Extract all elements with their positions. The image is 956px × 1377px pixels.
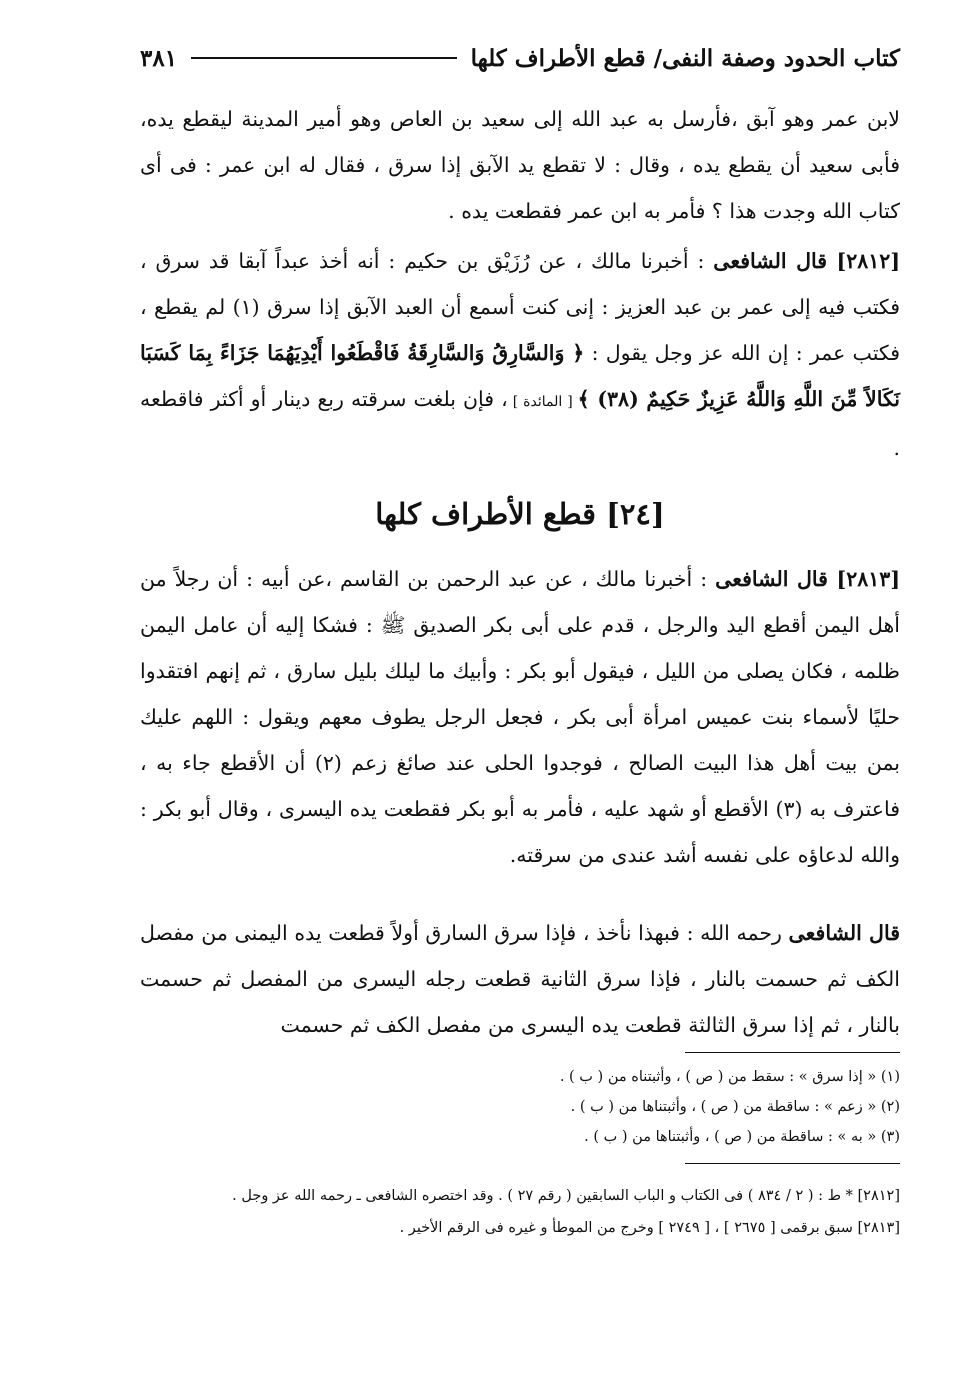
hadith-2812 <box>140 238 900 471</box>
commentary-lead: قال الشافعى <box>788 921 900 945</box>
hadith-tail: ، فإن بلغت سرقته ربع دينار أو أكثر فاقطعه . <box>140 387 900 460</box>
hadith-text: : أخبرنا مالك ، عن عبد الرحمن بن القاسم ،عن أبيه : أن رجلاً من أهل اليمن أقطع اليد والرجل ، قدم على أبى بكر الصديق ﷺ : فشكا إليه أن عامل اليمن ظلمه ، فكان يصلى من الليل ، فيقول أبو بكر : وأبيك ما ليلك بليل سارق ، ثم إنهم افتقدوا حليًا لأسماء بنت عميس امرأة أبى بكر ، فجعل الرجل يطوف معهم ويقول : اللهم عليك بمن بيت أهل هذا البيت الصالح ، فوجدوا الحلى عند صائغ زعم (٢) أن الأقطع جاء به ، فاعترف به (٣) الأقطع أو شهد عليه ، فأمر به أبو بكر فقطعت يده اليسرى ، وقال أبو بكر : والله لدعاؤه على نفسه أشد عندى من سرقته. <box>140 567 900 867</box>
source-notes <box>140 1180 900 1244</box>
hadith-lead: [٢٨١٢] قال الشافعى <box>713 249 901 273</box>
hadith-2813 <box>140 556 900 878</box>
running-title: كتاب الحدود وصفة النفى/ قطع الأطراف كلها <box>470 44 900 72</box>
paragraph-text <box>140 556 900 878</box>
hadith-text: : أخبرنا مالك ، عن رُزَيْق بن حكيم : أنه أخذ عبداً آبقا قد سرق ، فكتب فيه إلى عمر بن عبد العزيز : إنى كنت أسمع أن العبد الآبق إذا سرق (١) لم يقطع ، فكتب عمر : إن الله عز وجل يقول : <box>140 249 901 365</box>
header-rule <box>191 57 457 59</box>
quran-verse: ﴿ وَالسَّارِقُ وَالسَّارِقَةُ فَاقْطَعُوا أَيْدِيَهُمَا جَزَاءً بِمَا كَسَبَا نَكَالاً مِّنَ اللَّهِ وَاللَّهُ عَزِيزٌ حَكِيمٌ (٣٨) ﴾ <box>140 341 900 411</box>
page-header <box>140 38 900 78</box>
shafii-commentary <box>140 910 900 1048</box>
source-note: [٢٨١٣] سبق برقمى [ ٢٦٧٥ ] ، [ ٢٧٤٩ ] وخرج من الموطأ و غيره فى الرقم الأخير . <box>399 1220 900 1236</box>
source-note: [٢٨١٢] * ط : ( ٢ / ٨٣٤ ) فى الكتاب و الباب السابقين ( رقم ٢٧ ) . وقد اختصره الشافعى ـ رحمه الله عز وجل . <box>232 1188 900 1204</box>
verse-reference: [ المائدة ] <box>507 394 578 410</box>
commentary-text: رحمه الله : فبهذا نأخذ ، فإذا سرق السارق أولاً قطعت يده اليمنى من مفصل الكف ثم حسمت بالنار ، فإذا سرق الثانية قطعت رجله اليسرى من المفصل ثم حسمت بالنار ، ثم إذا سرق الثالثة قطعت يده اليسرى من مفصل الكف ثم حسمت <box>140 921 900 1037</box>
footnote: (٣) « به » : ساقطة من ( ص ) ، وأثبتناها من ( ب ) . <box>584 1129 900 1145</box>
sources-separator <box>685 1163 900 1164</box>
continuation-paragraph <box>140 96 900 234</box>
paragraph-text <box>140 910 900 1048</box>
footnote: (٢) « زعم » : ساقطة من ( ص ) ، وأثبتناها من ( ب ) . <box>570 1099 900 1115</box>
paragraph-text <box>140 238 900 471</box>
hadith-lead: [٢٨١٣] قال الشافعى <box>715 567 901 591</box>
paragraph-text: لابن عمر وهو آبق ،فأرسل به عبد الله إلى سعيد بن العاص وهو أمير المدينة ليقطع يده، فأبى سعيد أن يقطع يده ، وقال : لا تقطع يد الآبق إذا سرق ، فقال له ابن عمر : فى أى كتاب الله وجدت هذا ؟ فأمر به ابن عمر فقطعت يده . <box>140 107 900 223</box>
footnote: (١) « إذا سرق » : سقط من ( ص ) ، وأثبتناه من ( ب ) . <box>559 1069 900 1085</box>
page-number: ٣٨١ <box>140 44 178 72</box>
footnotes <box>140 1062 900 1152</box>
section-title: [٢٤] قطع الأطراف كلها <box>375 497 665 531</box>
footnote-separator <box>685 1052 900 1053</box>
